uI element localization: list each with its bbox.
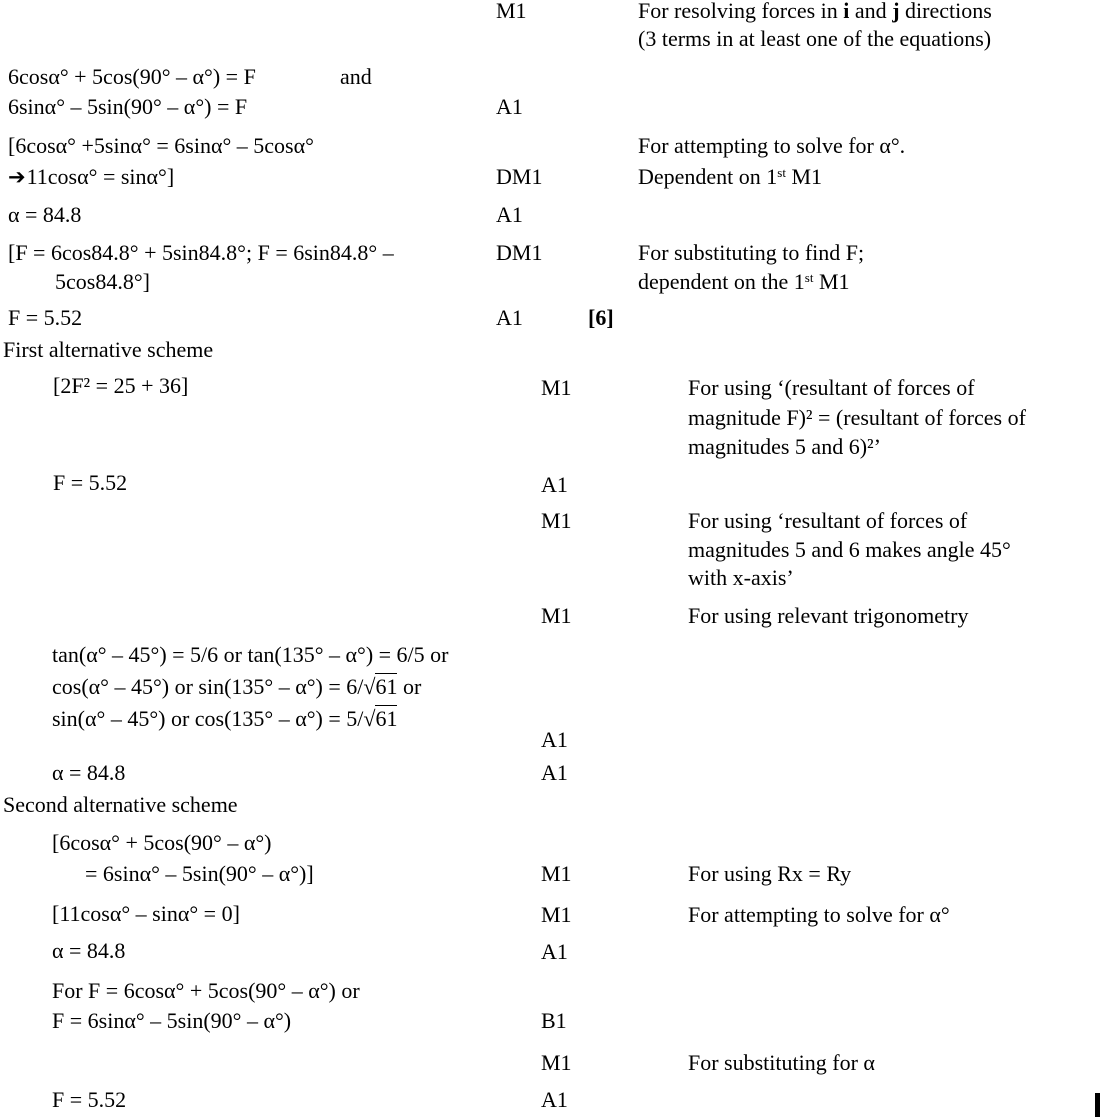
comment-solve-alt2: For attempting to solve for α°	[688, 902, 950, 927]
result-f-main: F = 5.52	[8, 305, 83, 330]
equation-trig-line1: tan(α° – 45°) = 5/6 or tan(135° – α°) = 6/5 or	[52, 642, 449, 667]
mark-a1-f: A1	[496, 305, 523, 330]
mark-m1-resolve: M1	[496, 0, 527, 23]
comment-substitute-line2	[638, 269, 850, 295]
comment-substitute-line1: For substituting to find F;	[638, 240, 865, 265]
mark-a1-alt2-f: A1	[541, 1087, 568, 1112]
comment-angle-line3: with x-axis’	[688, 565, 794, 590]
equation-resolve-x: 6cosα° + 5cos(90° – α°) = F	[8, 64, 256, 89]
equation-substitute-line2: 5cos84.8°]	[55, 269, 150, 294]
comment-angle-line2: magnitudes 5 and 6 makes angle 45°	[688, 537, 1011, 562]
mark-dm1-substitute: DM1	[496, 240, 543, 265]
arrow-icon: ➔	[8, 165, 27, 189]
mark-m1-alt2-solve: M1	[541, 902, 572, 927]
equation-alt2-rxry-line1: [6cosα° + 5cos(90° – α°)	[52, 830, 272, 855]
comment-trigonometry: For using relevant trigonometry	[688, 603, 969, 628]
comment-resolve-pre: For resolving forces in	[638, 0, 844, 23]
comment-dependent-post: M1	[785, 164, 823, 189]
radical-icon: √	[363, 674, 376, 699]
trig-line3-text: sin(α° – 45°) or cos(135° – α°) = 5/	[52, 706, 364, 731]
comment-resultant-line3: magnitudes 5 and 6)²’	[688, 434, 881, 459]
comment-solve-line1: For attempting to solve for α°.	[638, 133, 906, 158]
comment-solve-line2	[638, 164, 822, 190]
mark-m1-alt1-trig: M1	[541, 603, 572, 628]
total-marks-badge: [6]	[588, 305, 614, 330]
result-f-alt2: F = 5.52	[52, 1087, 127, 1112]
radical-icon-2: √	[363, 706, 376, 731]
trig-line2-text: cos(α° – 45°) or sin(135° – α°) = 6/	[52, 674, 364, 699]
comment-dependent-pre: Dependent on 1	[638, 164, 778, 189]
mark-a1-alpha: A1	[496, 202, 523, 227]
radicand-61-2: 61	[375, 706, 398, 731]
equation-substitute-line1: [F = 6cos84.8° + 5sin84.8°; F = 6sin84.8° –	[8, 240, 394, 265]
mark-a1-alt2-alpha: A1	[541, 939, 568, 964]
heading-second-alternative: Second alternative scheme	[3, 792, 238, 817]
result-f-alt1: F = 5.52	[53, 470, 128, 495]
heading-first-alternative: First alternative scheme	[3, 337, 214, 362]
mark-a1-alt1-alpha: A1	[541, 760, 568, 785]
superscript-st-2: st	[804, 270, 814, 285]
equation-combine: [6cosα° +5sinα° = 6sinα° – 5cosα°	[8, 133, 314, 158]
word-and: and	[340, 64, 372, 89]
comment-resultant-line2: magnitude F)² = (resultant of forces of	[688, 405, 1026, 430]
comment-resolve-post: directions	[899, 0, 992, 23]
equation-resolve-y: 6sinα° – 5sin(90° – α°) = F	[8, 94, 248, 119]
comment-resolve-line2: (3 terms in at least one of the equations)	[638, 26, 992, 51]
comment-rxry: For using Rx = Ry	[688, 861, 852, 886]
mark-m1-alt2-substitute: M1	[541, 1050, 572, 1075]
trig-line2-or: or	[397, 674, 422, 699]
mark-a1-alt1-f: A1	[541, 472, 568, 497]
mark-a1-equations: A1	[496, 94, 523, 119]
equation-trig-line2	[52, 674, 421, 700]
vector-i-symbol: i	[843, 0, 850, 23]
equation-alt2-f-line2: F = 6sinα° – 5sin(90° – α°)	[52, 1008, 292, 1033]
cropped-corner-mark	[1095, 1093, 1100, 1117]
comment-angle-line1: For using ‘resultant of forces of	[688, 508, 968, 533]
result-alpha-main: α = 84.8	[8, 202, 82, 227]
equation-alt1-resultant: [2F² = 25 + 36]	[53, 373, 189, 398]
mark-m1-alt1-angle: M1	[541, 508, 572, 533]
radicand-61: 61	[375, 674, 398, 699]
comment-resolve-mid: and	[849, 0, 893, 23]
comment-resultant-line1: For using ‘(resultant of forces of	[688, 375, 975, 400]
comment-dependent2-pre: dependent on the 1	[638, 269, 805, 294]
mark-dm1-solve: DM1	[496, 164, 543, 189]
equation-alt2-f-line1: For F = 6cosα° + 5cos(90° – α°) or	[52, 978, 360, 1003]
comment-resolve-line1	[638, 0, 992, 24]
comment-dependent2-post: M1	[813, 269, 850, 294]
superscript-st: st	[777, 165, 786, 180]
equation-simplified	[8, 164, 174, 190]
mark-a1-alt1-trig: A1	[541, 727, 568, 752]
mark-m1-alt2-rxry: M1	[541, 861, 572, 886]
result-alpha-alt1: α = 84.8	[52, 760, 126, 785]
vector-j-symbol: j	[892, 0, 900, 23]
result-alpha-alt2: α = 84.8	[52, 938, 126, 963]
equation-trig-line3	[52, 706, 397, 732]
mark-b1-alt2: B1	[541, 1008, 567, 1033]
equation-simplified-text: 11cosα° = sinα°]	[26, 164, 175, 189]
equation-alt2-simplified: [11cosα° – sinα° = 0]	[52, 901, 240, 926]
comment-substitute-alpha: For substituting for α	[688, 1050, 875, 1075]
mark-m1-alt1-resultant: M1	[541, 375, 572, 400]
equation-alt2-rxry-line2: = 6sinα° – 5sin(90° – α°)]	[85, 861, 314, 886]
